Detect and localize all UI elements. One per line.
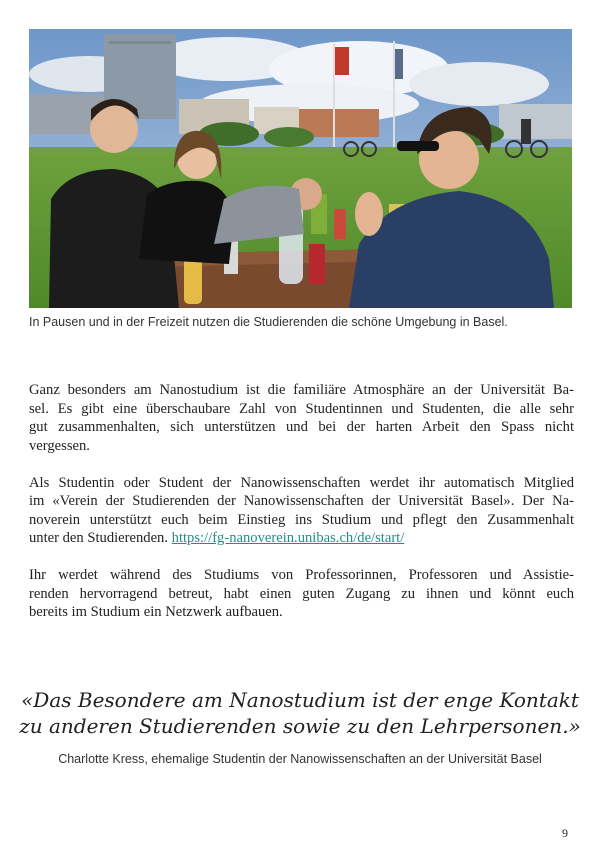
nanoverein-link[interactable]: https://fg-nanoverein.unibas.ch/de/start/ bbox=[171, 530, 405, 546]
quote-line-2: zu anderen Studierenden sowie zu den Lehrpersonen.» bbox=[19, 714, 581, 738]
pull-quote bbox=[0, 687, 600, 739]
paragraph-1 bbox=[29, 381, 574, 455]
paragraph-line: Ihr werdet während des Studiums von Professorinnen, Professoren und Assistie- bbox=[29, 567, 574, 583]
photo-caption: In Pausen und in der Freizeit nutzen die Studierenden die schöne Umgebung in Basel. bbox=[29, 315, 508, 329]
quote-author: Charlotte Kress, ehemalige Studentin der Nanowissenschaften an der Universität Basel bbox=[58, 752, 542, 766]
paragraph-2 bbox=[29, 474, 574, 548]
paragraph-line: Ganz besonders am Nanostudium ist die familiäre Atmosphäre an der Universität Ba- bbox=[29, 382, 574, 398]
paragraph-line bbox=[29, 529, 574, 548]
group-photo bbox=[29, 29, 572, 308]
paragraph-line: im «Verein der Studierenden der Nanowissenschaften der Universität Basel». Der Na- bbox=[29, 493, 574, 509]
page-number: 9 bbox=[562, 826, 568, 840]
quote-line-1: «Das Besondere am Nanostudium ist der enge Kontakt bbox=[21, 688, 579, 712]
paragraph-line: vergessen. bbox=[29, 437, 90, 454]
body-text bbox=[29, 381, 574, 640]
paragraph-3 bbox=[29, 566, 574, 622]
paragraph-line: sel. Es gibt eine überschaubare Zahl von Studentinnen und Studenten, die alle sehr bbox=[29, 400, 574, 417]
paragraph-line: bereits im Studium ein Netzwerk aufbauen. bbox=[29, 604, 283, 620]
paragraph-line: Als Studentin oder Student der Nanowissenschaften werdet ihr automatisch Mitglied bbox=[29, 474, 574, 491]
paragraph-line: gut zusammenhalten, sich unterstützen und bei der harten Arbeit den Spass nicht bbox=[29, 419, 574, 435]
paragraph-line: noverein unterstützt euch beim Einstieg ins Studium und pflegt den Zusammenhalt bbox=[29, 511, 574, 528]
group-photo-image bbox=[29, 29, 572, 308]
paragraph-line-text: unter den Studierenden. bbox=[29, 530, 172, 546]
paragraph-line: renden hervorragend betreut, habt einen guten Zugang zu ihnen und könnt euch bbox=[29, 585, 574, 602]
